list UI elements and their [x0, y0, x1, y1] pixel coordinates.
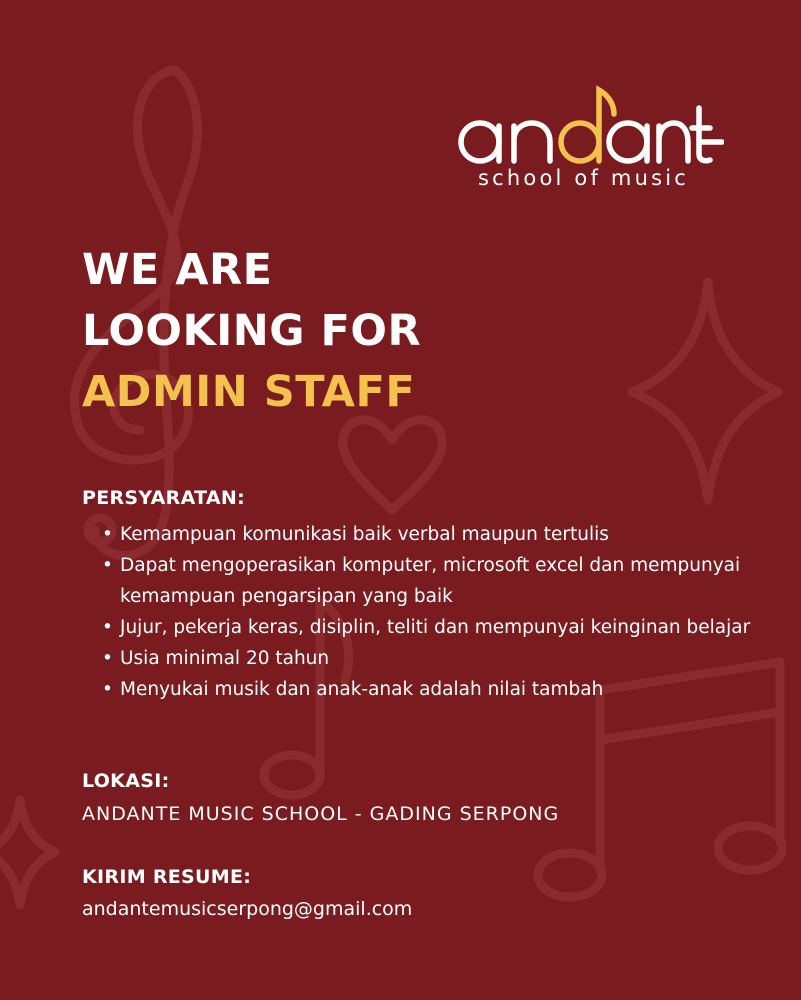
requirement-text: Menyukai musik dan anak-anak adalah nilai tambah — [120, 679, 604, 700]
requirement-text: Dapat mengoperasikan komputer, microsoft excel dan mempunyai kemampuan pengarsipan yang baik — [120, 555, 741, 607]
small-sparkle-icon — [0, 800, 55, 905]
requirement-text: Usia minimal 20 tahun — [120, 648, 330, 669]
brand-logo — [452, 78, 732, 193]
location-title: LOKASI: — [82, 770, 170, 792]
list-item: • Menyukai musik dan anak-anak adalah nilai tambah — [102, 679, 604, 700]
resume-title: KIRIM RESUME: — [82, 866, 252, 888]
requirements-title: PERSYARATAN: — [82, 487, 246, 509]
heart-icon — [343, 420, 442, 510]
list-item: • Dapat mengoperasikan komputer, microsoft excel dan mempunyai kemampuan pengarsipan yang baik — [102, 555, 741, 607]
list-item: • Jujur, pekerja keras, disiplin, teliti dan mempunyai keinginan belajar — [102, 617, 751, 638]
requirement-text: Kemampuan komunikasi baik verbal maupun tertulis — [120, 524, 609, 545]
requirement-text: Jujur, pekerja keras, disiplin, teliti dan mempunyai keinginan belajar — [120, 617, 751, 638]
headline — [82, 240, 421, 423]
location-value: ANDANTE MUSIC SCHOOL - GADING SERPONG — [82, 803, 560, 825]
logo-subtitle: school of music — [478, 166, 690, 190]
headline-line-1: WE ARE — [82, 245, 273, 295]
headline-line-2: LOOKING FOR — [82, 306, 422, 356]
sparkle-star-icon — [632, 282, 778, 500]
list-item: • Usia minimal 20 tahun — [102, 648, 330, 669]
requirements-list — [100, 519, 760, 705]
resume-email[interactable]: andantemusicserpong@gmail.com — [82, 898, 413, 920]
headline-position: ADMIN STAFF — [82, 367, 416, 417]
list-item: • Kemampuan komunikasi baik verbal maupun tertulis — [102, 524, 609, 545]
logo-wordmark — [454, 78, 724, 168]
